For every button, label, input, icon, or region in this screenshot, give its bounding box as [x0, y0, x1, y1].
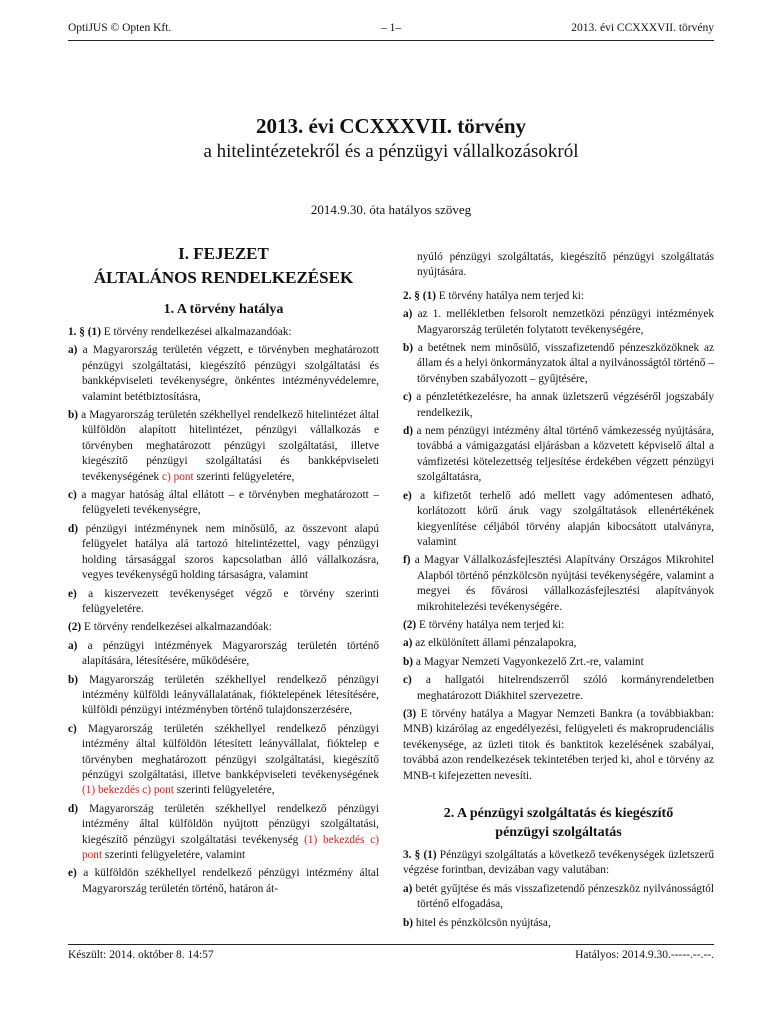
paragraph-text: E törvény rendelkezései alkalmazandóak:	[84, 621, 272, 634]
item-label: a)	[403, 308, 413, 321]
item-text: a pénzügyi intézmények Magyarország területén történő alapítására, létesítésére, működésére,	[82, 639, 379, 668]
header-rule	[68, 40, 714, 41]
item-label: e)	[68, 867, 77, 880]
item-text: az elkülönített állami pénzalapokra,	[415, 637, 577, 650]
item-label: b)	[403, 655, 414, 668]
section-heading: 2. A pénzügyi szolgáltatás és kiegészítő	[443, 806, 674, 821]
list-item	[68, 522, 379, 584]
item-label: d)	[403, 425, 414, 438]
subsection-number: (1)	[422, 289, 436, 302]
item-text: hitel és pénzkölcsön nyújtása,	[415, 916, 551, 929]
paragraph	[68, 325, 379, 340]
item-text: a kiszervezett tevékenységet végző e törvény szerinti felügyeletére.	[82, 587, 380, 615]
list-item	[68, 866, 379, 897]
paragraph-text: Pénzügyi szolgáltatás a következő tevékenységek üzletszerű végzése forintban, devizában vagy valutában:	[403, 849, 714, 877]
list-item	[403, 553, 714, 615]
footer-created: Készült: 2014. október 8. 14:57	[68, 949, 214, 961]
item-text: a betétnek nem minősülő, visszafizetendő pénzeszközöknek az állam és a helyi önkormányzatok által a nyilvánosságtól történő – törvényben szabályozott – gyűjtésére,	[417, 342, 714, 385]
item-text: az 1. mellékletben felsorolt nemzetközi pénzügyi intézmények Magyarország területén folytatott tevékenységére,	[417, 308, 714, 336]
item-label: d)	[68, 522, 79, 535]
list-item	[403, 655, 714, 670]
subsection-number: (3)	[403, 707, 417, 720]
item-text: Magyarország területén székhellyel rendelkező pénzügyi intézmény külföldi leányvállalatának, fióktelepének létesítésére, külföldi pénzügyi intézményben történő tulajdonszerzésére,	[82, 673, 380, 717]
header-publisher: OptiJUS © Opten Kft.	[68, 22, 172, 34]
item-text: szerinti felügyeletére, valamint	[104, 849, 246, 861]
item-label: b)	[68, 409, 79, 422]
subsection-number: (1)	[87, 326, 101, 338]
list-item	[68, 343, 379, 405]
item-text: a nem pénzügyi intézmény által történő vámkezesség nyújtására, továbbá a vámigazgatási eljárásban a közvetett képviselő által a vámfizetési kötelezettség teljesítése érdekében végzett pénzügyi szolgáltatásra,	[416, 425, 714, 484]
list-item	[68, 587, 379, 618]
header-law-title: 2013. évi CCXXXVII. törvény	[571, 22, 714, 34]
item-label: a)	[403, 882, 413, 895]
cross-reference-link[interactable]: (1) bekezdés c) pont	[82, 833, 379, 861]
list-item	[403, 882, 714, 913]
list-item	[403, 307, 714, 338]
list-item	[403, 636, 714, 651]
item-text: a hallgatói hitelrendszerről szóló kormányrendeletben meghatározott Diákhitel szervezetre.	[417, 674, 715, 702]
item-label: c)	[403, 391, 412, 404]
document-subtitle: a hitelintézetekről és a pénzügyi vállalkozásokról	[203, 141, 579, 162]
section-heading-cont: pénzügyi szolgáltatás	[495, 825, 622, 840]
page-footer	[68, 949, 714, 965]
list-item	[68, 488, 379, 519]
item-text: Magyarország területén székhellyel rendelkező pénzügyi intézmény által külföldön nyújtott pénzügyi szolgáltatási, kiegészítő pénzügyi szolgáltatási tevékenység	[82, 802, 380, 846]
item-label: a)	[403, 637, 413, 650]
item-text: a külföldön székhellyel rendelkező pénzügyi intézmény által Magyarország területén történő, határon át-	[82, 867, 379, 895]
subsection-number: (2)	[68, 621, 82, 634]
list-item	[68, 802, 379, 864]
list-item	[68, 408, 379, 485]
paragraph	[403, 707, 714, 784]
item-label: f)	[403, 554, 411, 567]
paragraph-text: E törvény hatálya nem terjed ki:	[419, 618, 565, 631]
item-label: e)	[403, 489, 412, 502]
item-label: c)	[403, 674, 412, 687]
list-item	[403, 673, 714, 704]
right-column	[403, 250, 714, 934]
item-label: c)	[68, 489, 77, 502]
item-label: b)	[403, 342, 414, 355]
paragraph-text: E törvény hatálya a Magyar Nemzeti Bankra (a továbbiakban: MNB) kizárólag az engedélyezési, felügyeleti és makroprudenciális tevékenysége, az üzleti titok és banktitok kezelésének szabályai, továbbá azon rendelkezések tekintetében terjed ki, ahol e törvény az MNB-t kifejezetten nevesíti.	[403, 707, 714, 782]
list-item	[403, 489, 714, 551]
paragraph	[403, 618, 714, 633]
list-item	[68, 639, 379, 670]
item-label: a)	[68, 639, 78, 652]
list-item	[68, 722, 379, 799]
header-page-number: – 1–	[380, 22, 402, 34]
effective-note: 2014.9.30. óta hatályos szöveg	[310, 202, 472, 217]
left-column	[68, 242, 379, 900]
item-text: Magyarország területén székhellyel rendelkező pénzügyi intézmény által külföldön létesített leányvállalat, fióktelep e törvényben meghatározott pénzügyi szolgáltatási, kiegészítő pénzügyi szolgáltatási, illetve bankképviseleti tevékenységének	[82, 722, 379, 781]
list-item	[403, 390, 714, 421]
paragraph	[403, 848, 714, 879]
subsection-number: (1)	[423, 849, 437, 861]
paragraph-number: 2. §	[403, 289, 420, 302]
item-label: e)	[68, 587, 77, 600]
subsection-number: (2)	[403, 618, 417, 631]
paragraph	[403, 289, 714, 304]
item-text: a pénzletétkezelésre, ha annak üzletszerű végzéséről jogszabály rendelkezik,	[416, 391, 714, 419]
cross-reference-link[interactable]: c) pont	[162, 470, 194, 483]
item-text: szerinti felügyeletére,	[176, 784, 275, 797]
list-item	[403, 341, 714, 387]
item-text: a Magyarország területén székhellyel rendelkező hitelintézet által külföldön alapított hitelintézet, pénzügyi vállalkozás e törvényben meghatározott pénzügyi szolgáltatási, illetve kiegészítő pénzügyi szolgáltatási és bankképviseleti tevékenységének	[81, 409, 379, 483]
list-item	[403, 916, 714, 931]
item-text: a magyar hatóság által ellátott – e törvényben meghatározott – felügyeleti tevékenységre,	[81, 489, 380, 517]
page-header	[68, 22, 714, 40]
item-text: a Magyar Nemzeti Vagyonkezelő Zrt.-re, valamint	[415, 655, 644, 668]
item-label: d)	[68, 802, 79, 815]
paragraph-number: 3. §	[403, 849, 421, 861]
paragraph-number: 1. §	[68, 326, 85, 338]
chapter-title: ÁLTALÁNOS RENDELKEZÉSEK	[93, 268, 354, 287]
list-item	[68, 673, 379, 719]
chapter-number: I. FEJEZET	[178, 244, 269, 263]
footer-rule	[68, 944, 714, 945]
paragraph-text: E törvény rendelkezései alkalmazandóak:	[103, 326, 292, 338]
document-title: 2013. évi CCXXXVII. törvény	[255, 114, 527, 138]
item-text: a kifizetőt terhelő adó mellett vagy adómentesen adható, korlátozott körű áruk vagy szolgáltatások ellenértékének kiegyenlítése céljából törvény alapján kibocsátott utalványra, valamint	[417, 489, 715, 548]
item-text: betét gyűjtése és más visszafizetendő pénzeszköz nyilvánosságtól történő elfogadása,	[415, 882, 714, 911]
item-text: szerinti felügyeletére,	[196, 470, 295, 483]
cross-reference-link[interactable]: (1) bekezdés c) pont	[82, 784, 174, 797]
continued-text: nyúló pénzügyi szolgáltatás, kiegészítő pénzügyi szolgáltatás nyújtására.	[417, 251, 714, 279]
item-label: b)	[403, 916, 414, 929]
item-label: b)	[68, 673, 79, 686]
item-text: a Magyar Vállalkozásfejlesztési Alapítvány Országos Mikrohitel Alapból történő pénzkölcsön nyújtási tevékenységére, valamint a megyei és fővárosi vállalkozásfejlesztési alapítványok mikrohitelezési tevékenységére.	[414, 554, 714, 613]
item-label: c)	[68, 722, 77, 735]
paragraph-text: E törvény hatálya nem terjed ki:	[438, 289, 585, 302]
list-item	[403, 424, 714, 486]
item-label: a)	[68, 344, 78, 357]
paragraph	[68, 620, 379, 635]
item-text: a Magyarország területén végzett, e törvényben meghatározott pénzügyi szolgáltatási, kiegészítő pénzügyi szolgáltatási és bankképviseleti tevékenységre, önkéntes intézményvédelemre, valamint betétbiztosításra,	[82, 344, 380, 403]
footer-effective: Hatályos: 2014.9.30.-----.--.--.	[575, 949, 714, 961]
item-text: pénzügyi intézménynek nem minősülő, az összevont alapú felügyelet hatálya alá tartozó hitelintézettel, vagy pénzügyi holding társasággal szoros kapcsolatban álló vállalkozásra, vegyes tevékenységű holding társaságra, valamint	[82, 522, 379, 582]
section-heading: 1. A törvény hatálya	[163, 302, 284, 317]
